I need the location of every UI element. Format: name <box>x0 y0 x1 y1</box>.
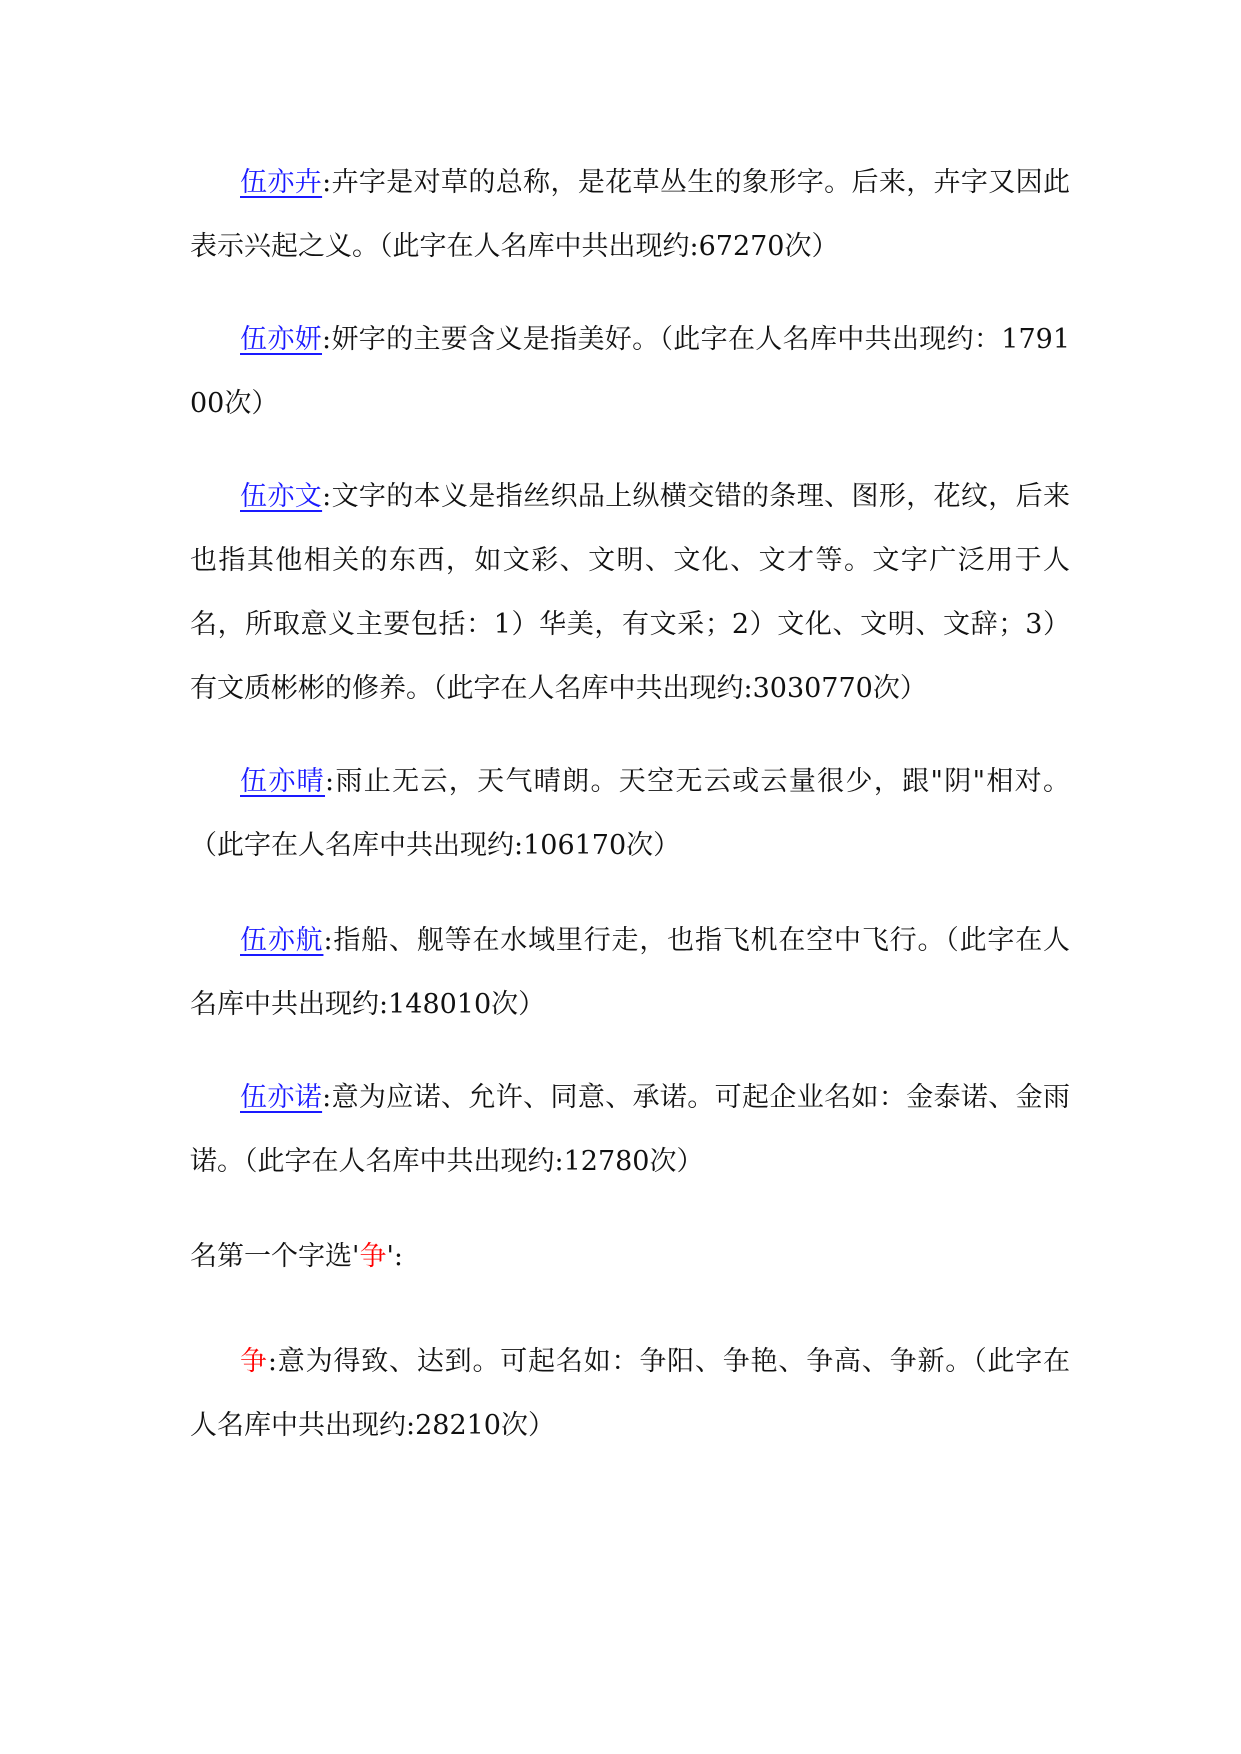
entry-description: 意为得致、达到。可起名如：争阳、争艳、争高、争新。（此字在人名库中共出现约:28210次） <box>190 1346 1071 1441</box>
entry-description: 文字的本义是指丝织品上纵横交错的条理、图形，花纹，后来也指其他相关的东西，如文彩、文明、文化、文才等。文字广泛用于人名，所取意义主要包括：1）华美，有文采；2）文化、文明、文辞；3）有文质彬彬的修养。（此字在人名库中共出现约:3030770次） <box>190 481 1071 704</box>
name-entry <box>190 750 1070 878</box>
name-entry <box>190 1066 1070 1194</box>
separator: : <box>325 766 335 797</box>
entry-description: 指船、舰等在水域里行走，也指飞机在空中飞行。（此字在人名库中共出现约:148010次） <box>190 925 1071 1020</box>
entry-description: 妍字的主要含义是指美好。（此字在人名库中共出现约：179100次） <box>190 324 1071 419</box>
name-link[interactable]: 伍亦文 <box>240 481 323 512</box>
name-link[interactable]: 伍亦晴 <box>240 766 326 797</box>
highlighted-char: 争 <box>359 1241 387 1272</box>
heading-suffix: ': <box>386 1241 403 1272</box>
separator: : <box>267 1346 277 1377</box>
separator: : <box>322 324 332 355</box>
entry-description: 意为应诺、允许、同意、承诺。可起企业名如：金泰诺、金雨诺。（此字在人名库中共出现约:12780次） <box>190 1082 1071 1177</box>
separator: : <box>323 925 333 956</box>
heading-prefix: 名第一个字选' <box>190 1241 360 1272</box>
name-entry <box>190 465 1070 721</box>
name-entry <box>190 308 1070 436</box>
entry-description: 雨止无云，天气晴朗。天空无云或云量很少，跟"阴"相对。（此字在人名库中共出现约:106170次） <box>190 766 1071 861</box>
name-link[interactable]: 伍亦诺 <box>240 1082 323 1113</box>
entry-description: 卉字是对草的总称，是花草丛生的象形字。后来，卉字又因此表示兴起之义。（此字在人名库中共出现约:67270次） <box>190 167 1071 262</box>
name-link[interactable]: 伍亦航 <box>240 925 324 956</box>
separator: : <box>322 167 332 198</box>
name-entry <box>190 909 1070 1037</box>
char-entry <box>190 1330 1070 1458</box>
separator: : <box>322 1082 332 1113</box>
name-entry <box>190 151 1070 279</box>
separator: : <box>322 481 332 512</box>
highlighted-char: 争 <box>240 1346 268 1377</box>
name-link[interactable]: 伍亦卉 <box>240 167 323 198</box>
section-heading <box>190 1225 1070 1289</box>
name-link[interactable]: 伍亦妍 <box>240 324 323 355</box>
